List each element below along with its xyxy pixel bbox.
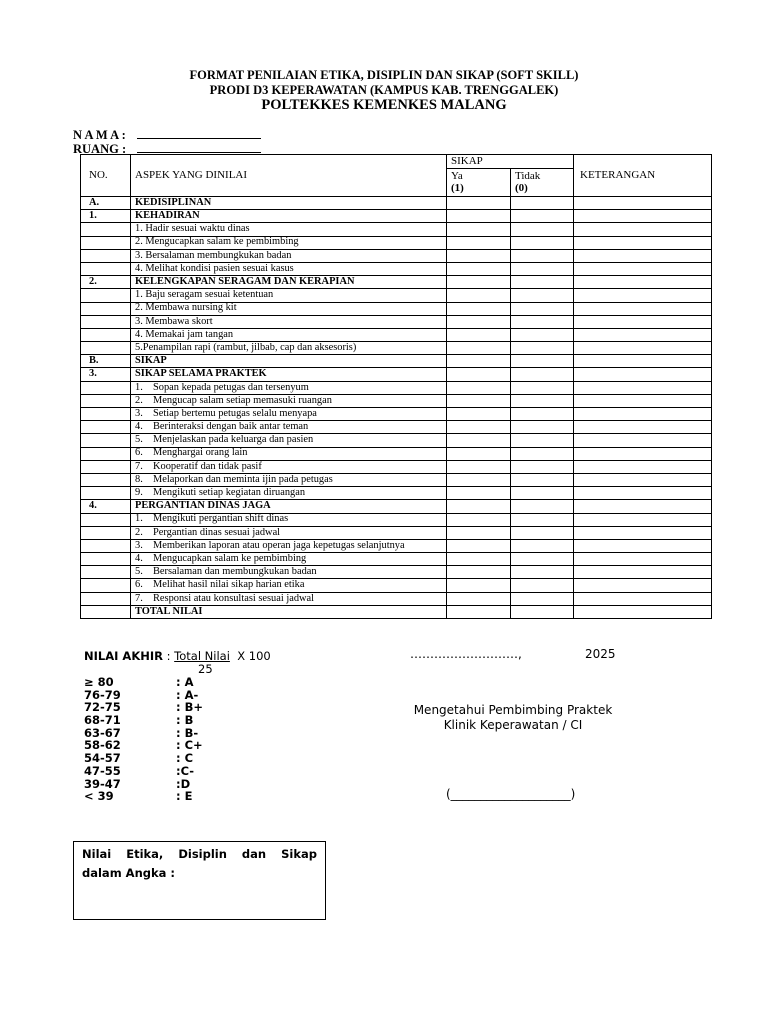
- item-text: Mengucapkan salam ke pembimbing: [153, 552, 307, 564]
- nilai-angka-box[interactable]: [73, 841, 326, 920]
- table-row: [81, 526, 712, 539]
- keterangan-cell[interactable]: [574, 605, 712, 618]
- keterangan-cell[interactable]: [574, 368, 712, 381]
- nama-blank-line[interactable]: [137, 127, 261, 139]
- ya-cell[interactable]: [447, 368, 511, 381]
- row-number: 3.: [81, 368, 131, 381]
- row-aspect: [131, 553, 447, 566]
- tidak-cell[interactable]: [511, 262, 574, 275]
- tidak-cell[interactable]: [511, 289, 574, 302]
- item-number: 3.: [135, 539, 143, 551]
- item-number: 8.: [135, 473, 143, 485]
- ya-cell[interactable]: [447, 579, 511, 592]
- table-row: [81, 197, 712, 210]
- table-row: [81, 342, 712, 355]
- row-aspect: [131, 513, 447, 526]
- grade-range: 58-62: [84, 738, 121, 753]
- row-number: [81, 342, 131, 355]
- row-number: [81, 579, 131, 592]
- keterangan-cell[interactable]: [574, 223, 712, 236]
- ruang-blank-line[interactable]: [137, 141, 261, 153]
- item-text: Mengikuti setiap kegiatan diruangan: [153, 487, 306, 499]
- place-date-blank[interactable]: ………………………,: [410, 647, 522, 661]
- table-row: [81, 289, 712, 302]
- keterangan-cell[interactable]: [574, 262, 712, 275]
- table-row: [81, 434, 712, 447]
- item-number: 3.: [135, 407, 143, 419]
- tidak-cell[interactable]: [511, 197, 574, 210]
- ya-cell[interactable]: [447, 355, 511, 368]
- row-number: [81, 236, 131, 249]
- item-number: 2.: [135, 526, 143, 538]
- item-text: Kooperatif dan tidak pasif: [153, 460, 262, 472]
- row-number: [81, 592, 131, 605]
- row-number: [81, 513, 131, 526]
- row-number: [81, 421, 131, 434]
- row-aspect: 1. Baju seragam sesuai ketentuan: [131, 289, 447, 302]
- row-aspect: PERGANTIAN DINAS JAGA: [131, 500, 447, 513]
- ya-cell[interactable]: [447, 223, 511, 236]
- header-keterangan: KETERANGAN: [574, 155, 712, 197]
- grade-letter: : A: [176, 675, 194, 689]
- signature-name-blank[interactable]: (____________________): [446, 787, 576, 801]
- header-aspek: ASPEK YANG DINILAI: [131, 155, 447, 197]
- signature-year: 2025: [585, 647, 616, 661]
- item-number: 6.: [135, 447, 143, 459]
- item-number: 7.: [135, 592, 143, 604]
- item-text: Memberikan laporan atau operan jaga kepetugas selanjutnya: [153, 539, 405, 551]
- ya-cell[interactable]: [447, 487, 511, 500]
- grade-range: 39-47: [84, 776, 121, 791]
- grade-letter: :C-: [176, 763, 195, 778]
- tidak-cell[interactable]: [511, 487, 574, 500]
- table-row: [81, 223, 712, 236]
- tidak-cell[interactable]: [511, 553, 574, 566]
- row-aspect: [131, 434, 447, 447]
- row-aspect: SIKAP: [131, 355, 447, 368]
- table-row: [81, 302, 712, 315]
- grade-range: 68-71: [84, 713, 121, 728]
- row-aspect: [131, 487, 447, 500]
- row-number: [81, 408, 131, 421]
- keterangan-cell[interactable]: [574, 579, 712, 592]
- signature-title-line2: Klinik Keperawatan / CI: [443, 718, 583, 732]
- row-number: [81, 394, 131, 407]
- row-aspect: [131, 526, 447, 539]
- table-row: [81, 328, 712, 341]
- ya-cell[interactable]: [447, 210, 511, 223]
- ya-cell[interactable]: [447, 342, 511, 355]
- keterangan-cell[interactable]: [574, 460, 712, 473]
- ya-cell[interactable]: [447, 236, 511, 249]
- ya-cell[interactable]: [447, 197, 511, 210]
- keterangan-cell[interactable]: [574, 249, 712, 262]
- ya-cell[interactable]: [447, 408, 511, 421]
- tidak-cell[interactable]: [511, 605, 574, 618]
- grade-range: 72-75: [84, 700, 121, 715]
- row-aspect: 4. Memakai jam tangan: [131, 328, 447, 341]
- tidak-cell[interactable]: [511, 315, 574, 328]
- keterangan-cell[interactable]: [574, 289, 712, 302]
- ya-cell[interactable]: [447, 592, 511, 605]
- row-number: [81, 487, 131, 500]
- row-number: [81, 473, 131, 486]
- ya-cell[interactable]: [447, 249, 511, 262]
- table-row: [81, 513, 712, 526]
- table-row: [81, 592, 712, 605]
- tidak-cell[interactable]: [511, 249, 574, 262]
- tidak-cell[interactable]: [511, 434, 574, 447]
- header-tidak: [511, 169, 574, 197]
- keterangan-cell[interactable]: [574, 302, 712, 315]
- row-number: [81, 262, 131, 275]
- tidak-cell[interactable]: [511, 421, 574, 434]
- keterangan-cell[interactable]: [574, 513, 712, 526]
- ya-cell[interactable]: [447, 605, 511, 618]
- ya-cell[interactable]: [447, 566, 511, 579]
- ya-cell[interactable]: [447, 328, 511, 341]
- header-tidak-value: (0): [515, 182, 528, 194]
- keterangan-cell[interactable]: [574, 197, 712, 210]
- keterangan-cell[interactable]: [574, 276, 712, 289]
- row-number: [81, 223, 131, 236]
- keterangan-cell[interactable]: [574, 447, 712, 460]
- formula-times: X 100: [229, 649, 271, 663]
- table-row: [81, 249, 712, 262]
- row-number: [81, 381, 131, 394]
- keterangan-cell[interactable]: [574, 566, 712, 579]
- nilai-angka-label-line2: dalam Angka :: [82, 866, 176, 880]
- ya-cell[interactable]: [447, 276, 511, 289]
- item-number: 4.: [135, 552, 143, 564]
- form-subtitle: PRODI D3 KEPERAWATAN (KAMPUS KAB. TRENGGALEK): [209, 83, 559, 97]
- tidak-cell[interactable]: [511, 526, 574, 539]
- tidak-cell[interactable]: [511, 460, 574, 473]
- tidak-cell[interactable]: [511, 368, 574, 381]
- ya-cell[interactable]: [447, 513, 511, 526]
- row-aspect: [131, 447, 447, 460]
- grade-letter: : B-: [176, 725, 199, 740]
- item-text: Melaporkan dan meminta ijin pada petugas: [153, 473, 333, 485]
- tidak-cell[interactable]: [511, 592, 574, 605]
- item-number: 5.: [135, 566, 143, 578]
- keterangan-cell[interactable]: [574, 315, 712, 328]
- row-number: [81, 302, 131, 315]
- row-aspect: [131, 394, 447, 407]
- tidak-cell[interactable]: [511, 302, 574, 315]
- grade-letter: : A-: [176, 687, 199, 702]
- signature-title: [380, 703, 646, 733]
- tidak-cell[interactable]: [511, 355, 574, 368]
- table-row: [81, 368, 712, 381]
- header-tidak-label: Tidak: [515, 170, 541, 182]
- grade-range: 76-79: [84, 687, 121, 702]
- ya-cell[interactable]: [447, 289, 511, 302]
- row-number: 4.: [81, 500, 131, 513]
- row-number: [81, 434, 131, 447]
- table-row: [81, 276, 712, 289]
- grade-range: < 39: [84, 789, 114, 804]
- item-number: 1.: [135, 381, 143, 393]
- nilai-akhir-label: NILAI AKHIR: [84, 649, 163, 663]
- grade-range: ≥ 80: [84, 675, 114, 689]
- item-text: Menghargai orang lain: [153, 447, 248, 459]
- header-no: NO.: [81, 155, 131, 197]
- table-row: [81, 236, 712, 249]
- tidak-cell[interactable]: [511, 276, 574, 289]
- form-title: FORMAT PENILAIAN ETIKA, DISIPLIN DAN SIKAP (SOFT SKILL): [189, 68, 579, 82]
- grade-letter: : B: [176, 713, 194, 728]
- tidak-cell[interactable]: [511, 408, 574, 421]
- tidak-cell[interactable]: [511, 473, 574, 486]
- row-number: [81, 526, 131, 539]
- item-number: 7.: [135, 460, 143, 472]
- item-text: Mengikuti pergantian shift dinas: [153, 513, 289, 525]
- keterangan-cell[interactable]: [574, 539, 712, 552]
- table-row: [81, 539, 712, 552]
- row-aspect: 4. Melihat kondisi pasien sesuai kasus: [131, 262, 447, 275]
- ya-cell[interactable]: [447, 262, 511, 275]
- row-aspect: [131, 381, 447, 394]
- nilai-akhir-sep: :: [162, 649, 175, 663]
- item-text: Berinteraksi dengan baik antar teman: [153, 421, 309, 433]
- table-row: [81, 473, 712, 486]
- ya-cell[interactable]: [447, 421, 511, 434]
- signature-title-line1: Mengetahui Pembimbing Praktek: [413, 703, 613, 717]
- row-number: [81, 315, 131, 328]
- grade-letter: : C: [176, 751, 194, 766]
- grade-row: [84, 790, 203, 803]
- row-aspect: 3. Membawa skort: [131, 315, 447, 328]
- tidak-cell[interactable]: [511, 394, 574, 407]
- table-row: [81, 487, 712, 500]
- table-row: [81, 566, 712, 579]
- row-aspect: TOTAL NILAI: [131, 605, 447, 618]
- item-text: Menjelaskan pada keluarga dan pasien: [153, 434, 314, 446]
- assessment-table: [80, 154, 712, 619]
- row-aspect: [131, 408, 447, 421]
- ya-cell[interactable]: [447, 447, 511, 460]
- tidak-cell[interactable]: [511, 579, 574, 592]
- item-text: Melihat hasil nilai sikap harian etika: [153, 579, 305, 591]
- header-ya-value: (1): [451, 182, 464, 194]
- table-row: [81, 605, 712, 618]
- item-number: 6.: [135, 579, 143, 591]
- item-number: 5.: [135, 434, 143, 446]
- ya-cell[interactable]: [447, 460, 511, 473]
- keterangan-cell[interactable]: [574, 592, 712, 605]
- row-number: 2.: [81, 276, 131, 289]
- ya-cell[interactable]: [447, 539, 511, 552]
- row-aspect: [131, 421, 447, 434]
- ya-cell[interactable]: [447, 500, 511, 513]
- keterangan-cell[interactable]: [574, 408, 712, 421]
- tidak-cell[interactable]: [511, 539, 574, 552]
- item-number: 9.: [135, 487, 143, 499]
- nilai-angka-label-line1: Nilai Etika, Disiplin dan Sikap: [82, 847, 317, 861]
- tidak-cell[interactable]: [511, 500, 574, 513]
- row-aspect: 5.Penampilan rapi (rambut, jilbab, cap dan aksesoris): [131, 342, 447, 355]
- row-number: [81, 249, 131, 262]
- item-text: Bersalaman dan membungkukan badan: [153, 566, 317, 578]
- table-row: [81, 447, 712, 460]
- grade-range: 54-57: [84, 751, 121, 766]
- row-aspect: 2. Mengucapkan salam ke pembimbing: [131, 236, 447, 249]
- table-row: [81, 579, 712, 592]
- nilai-akhir-formula: [84, 649, 271, 663]
- ruang-label: RUANG :: [73, 142, 127, 156]
- row-number: A.: [81, 197, 131, 210]
- tidak-cell[interactable]: [511, 223, 574, 236]
- ya-cell[interactable]: [447, 526, 511, 539]
- ya-cell[interactable]: [447, 553, 511, 566]
- row-number: [81, 328, 131, 341]
- item-number: 4.: [135, 421, 143, 433]
- row-aspect: KEHADIRAN: [131, 210, 447, 223]
- row-aspect: [131, 566, 447, 579]
- tidak-cell[interactable]: [511, 328, 574, 341]
- keterangan-cell[interactable]: [574, 487, 712, 500]
- table-row: [81, 381, 712, 394]
- keterangan-cell[interactable]: [574, 236, 712, 249]
- table-row: [81, 421, 712, 434]
- item-text: Pergantian dinas sesuai jadwal: [153, 526, 281, 538]
- keterangan-cell[interactable]: [574, 342, 712, 355]
- item-text: Sopan kepada petugas dan tersenyum: [153, 381, 309, 393]
- grade-letter: :D: [176, 776, 191, 791]
- tidak-cell[interactable]: [511, 381, 574, 394]
- grade-scale: [84, 676, 203, 803]
- item-number: 2.: [135, 394, 143, 406]
- table-row: [81, 394, 712, 407]
- item-text: Responsi atau konsultasi sesuai jadwal: [153, 592, 315, 604]
- row-number: [81, 553, 131, 566]
- keterangan-cell[interactable]: [574, 210, 712, 223]
- nama-label: N A M A :: [73, 128, 126, 142]
- item-text: Setiap bertemu petugas selalu menyapa: [153, 407, 317, 419]
- grade-range: 63-67: [84, 725, 121, 740]
- keterangan-cell[interactable]: [574, 473, 712, 486]
- keterangan-cell[interactable]: [574, 434, 712, 447]
- institution-name: POLTEKKES KEMENKES MALANG: [261, 97, 507, 113]
- row-aspect: KELENGKAPAN SERAGAM DAN KERAPIAN: [131, 276, 447, 289]
- row-aspect: KEDISIPLINAN: [131, 197, 447, 210]
- tidak-cell[interactable]: [511, 513, 574, 526]
- header-ya: [447, 169, 511, 197]
- tidak-cell[interactable]: [511, 566, 574, 579]
- keterangan-cell[interactable]: [574, 328, 712, 341]
- grade-letter: : E: [176, 789, 193, 804]
- row-number: [81, 566, 131, 579]
- item-number: 1.: [135, 513, 143, 525]
- row-number: 1.: [81, 210, 131, 223]
- row-aspect: 3. Bersalaman membungkukan badan: [131, 249, 447, 262]
- formula-numerator: Total Nilai: [174, 649, 230, 663]
- keterangan-cell[interactable]: [574, 355, 712, 368]
- row-aspect: 2. Membawa nursing kit: [131, 302, 447, 315]
- row-number: B.: [81, 355, 131, 368]
- tidak-cell[interactable]: [511, 210, 574, 223]
- keterangan-cell[interactable]: [574, 553, 712, 566]
- tidak-cell[interactable]: [511, 447, 574, 460]
- table-row: [81, 210, 712, 223]
- keterangan-cell[interactable]: [574, 421, 712, 434]
- row-number: [81, 289, 131, 302]
- table-row: [81, 262, 712, 275]
- header-ya-label: Ya: [451, 170, 463, 182]
- grade-letter: : C+: [176, 738, 203, 753]
- row-number: [81, 460, 131, 473]
- item-text: Mengucap salam setiap memasuki ruangan: [153, 394, 332, 406]
- ya-cell[interactable]: [447, 473, 511, 486]
- table-row: [81, 553, 712, 566]
- ya-cell[interactable]: [447, 381, 511, 394]
- table-row: [81, 460, 712, 473]
- tidak-cell[interactable]: [511, 236, 574, 249]
- tidak-cell[interactable]: [511, 342, 574, 355]
- formula-denominator: 25: [198, 662, 213, 676]
- grade-letter: : B+: [176, 700, 204, 715]
- keterangan-cell[interactable]: [574, 394, 712, 407]
- header-sikap: SIKAP: [447, 155, 574, 169]
- row-number: [81, 447, 131, 460]
- table-row: [81, 315, 712, 328]
- keterangan-cell[interactable]: [574, 526, 712, 539]
- row-number: [81, 539, 131, 552]
- table-row: [81, 355, 712, 368]
- table-row: [81, 500, 712, 513]
- row-aspect: [131, 539, 447, 552]
- row-aspect: 1. Hadir sesuai waktu dinas: [131, 223, 447, 236]
- ya-cell[interactable]: [447, 394, 511, 407]
- grade-range: 47-55: [84, 763, 121, 778]
- row-number: [81, 605, 131, 618]
- ya-cell[interactable]: [447, 315, 511, 328]
- row-aspect: [131, 592, 447, 605]
- row-aspect: [131, 473, 447, 486]
- keterangan-cell[interactable]: [574, 381, 712, 394]
- row-aspect: [131, 579, 447, 592]
- row-aspect: SIKAP SELAMA PRAKTEK: [131, 368, 447, 381]
- row-aspect: [131, 460, 447, 473]
- ya-cell[interactable]: [447, 302, 511, 315]
- keterangan-cell[interactable]: [574, 500, 712, 513]
- table-row: [81, 408, 712, 421]
- ya-cell[interactable]: [447, 434, 511, 447]
